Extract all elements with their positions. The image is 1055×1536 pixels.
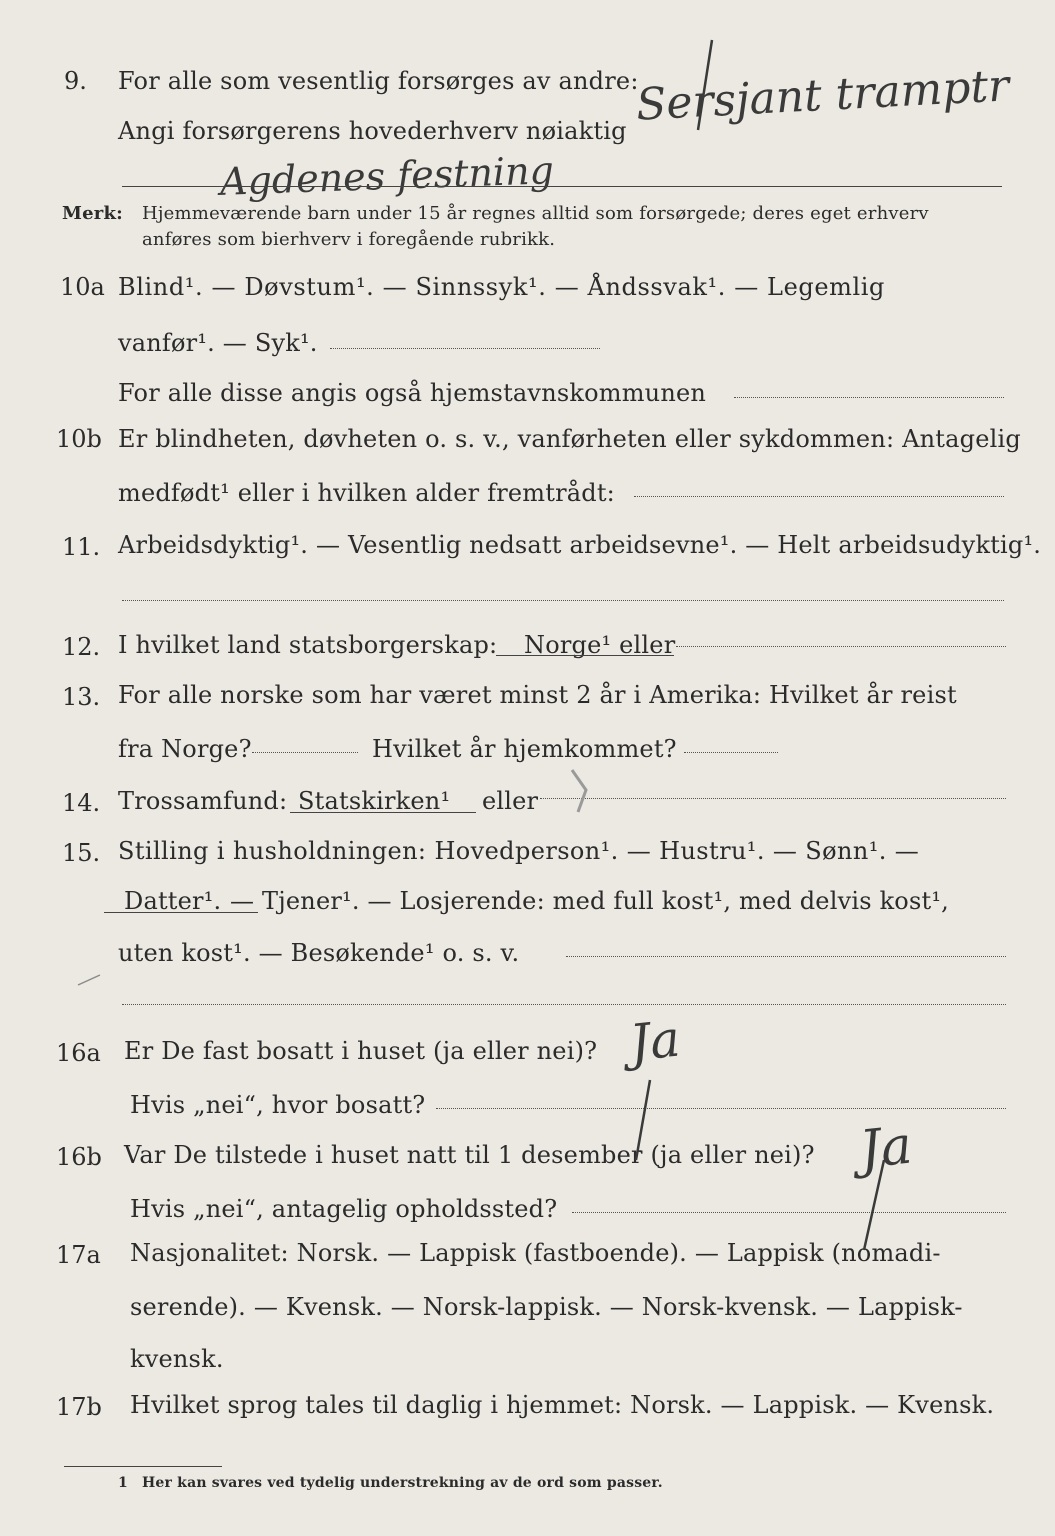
q10a-line3: For alle disse angis også hjemstavnskommunen <box>118 379 707 407</box>
q16a-line2: Hvis „nei“, hvor bosatt? <box>130 1091 426 1119</box>
q11-number: 11. <box>62 533 101 561</box>
q10a-line1: Blind¹. — Døvstum¹. — Sinnssyk¹. — Åndssvak¹. — Legemlig <box>118 273 886 301</box>
q16b-pen-stroke <box>864 1160 884 1250</box>
q10a-line2: vanfør¹. — Syk¹. <box>118 329 318 357</box>
q16a-pen-stroke <box>636 1080 650 1160</box>
q14-number: 14. <box>62 789 101 817</box>
q14-line1: Trossamfund: <box>118 787 288 815</box>
q17a-line2: serende). — Kvensk. — Norsk-lappisk. — Norsk-kvensk. — Lappisk- <box>130 1293 963 1321</box>
q15-line3: uten kost¹. — Besøkende¹ o. s. v. <box>118 939 520 967</box>
q9-pen-stroke <box>698 40 712 130</box>
q13-number: 13. <box>62 683 101 711</box>
q10a-number: 10a <box>60 273 105 301</box>
q9-handwritten-occupation: Sersjant tramptr <box>634 60 1011 131</box>
q17a-line3: kvensk. <box>130 1345 224 1373</box>
q17a-number: 17a <box>56 1241 101 1269</box>
q10b-number: 10b <box>56 425 102 453</box>
q15-line1: Stilling i husholdningen: Hovedperson¹. — Hustru¹. — Sønn¹. — <box>118 837 920 865</box>
q13-line2b: Hvilket år hjemkommet? <box>372 735 677 763</box>
q15-line2b: — Tjener¹. — Losjerende: med full kost¹, med delvis kost¹, <box>230 887 949 915</box>
q16b-line2: Hvis „nei“, antagelig opholdssted? <box>130 1195 558 1223</box>
q12-answer: Norge¹ eller <box>524 631 676 659</box>
footnote-text: Her kan svares ved tydelig understrekning av de ord som passer. <box>142 1475 663 1491</box>
q14-answer: Statskirken¹ <box>298 787 451 815</box>
merk-text-line2: anføres som bierhverv i foregående rubrikk. <box>142 229 556 250</box>
q17a-line1: Nasjonalitet: Norsk. — Lappisk (fastboende). — Lappisk (nomadi- <box>130 1239 941 1267</box>
q13-line1: For alle norske som har været minst 2 år i Amerika: Hvilket år reist <box>118 681 957 709</box>
q15-line2a: Datter¹. <box>124 887 222 915</box>
q9-number: 9. <box>64 67 87 95</box>
q13-line2a: fra Norge? <box>118 735 252 763</box>
stray-pen-mark <box>78 975 100 985</box>
q10b-line2: medfødt¹ eller i hvilken alder fremtrådt: <box>118 479 615 507</box>
merk-text-line1: Hjemmeværende barn under 15 år regnes alltid som forsørgede; deres eget erhverv <box>142 203 929 224</box>
q16a-handwritten-answer: Ja <box>627 1009 683 1073</box>
q16b-line1: Var De tilstede i huset natt til 1 desember (ja eller nei)? <box>124 1141 815 1169</box>
q16a-number: 16a <box>56 1039 101 1067</box>
footnote-marker: 1 <box>118 1475 128 1491</box>
q15-number: 15. <box>62 839 101 867</box>
q14-tail: eller <box>482 787 539 815</box>
q9-handwritten-employer: Agdenes festning <box>219 148 555 204</box>
q12-number: 12. <box>62 633 101 661</box>
q9-question-line2: Angi forsørgerens hovederhverv nøiaktig <box>118 117 627 145</box>
q16a-line1: Er De fast bosatt i huset (ja eller nei)? <box>124 1037 598 1065</box>
q9-question-line1: For alle som vesentlig forsørges av andre: <box>118 67 639 95</box>
ink-smudge <box>572 770 586 812</box>
q17b-line1: Hvilket sprog tales til daglig i hjemmet: Norsk. — Lappisk. — Kvensk. <box>130 1391 995 1419</box>
q16b-number: 16b <box>56 1143 102 1171</box>
q16b-handwritten-answer: Ja <box>857 1115 915 1181</box>
q11-line1: Arbeidsdyktig¹. — Vesentlig nedsatt arbeidsevne¹. — Helt arbeidsudyktig¹. <box>118 531 1042 559</box>
q17b-number: 17b <box>56 1393 102 1421</box>
q12-line1: I hvilket land statsborgerskap: <box>118 631 498 659</box>
q10b-line1: Er blindheten, døvheten o. s. v., vanførheten eller sykdommen: Antagelig <box>118 425 1021 453</box>
merk-label: Merk: <box>62 203 123 224</box>
